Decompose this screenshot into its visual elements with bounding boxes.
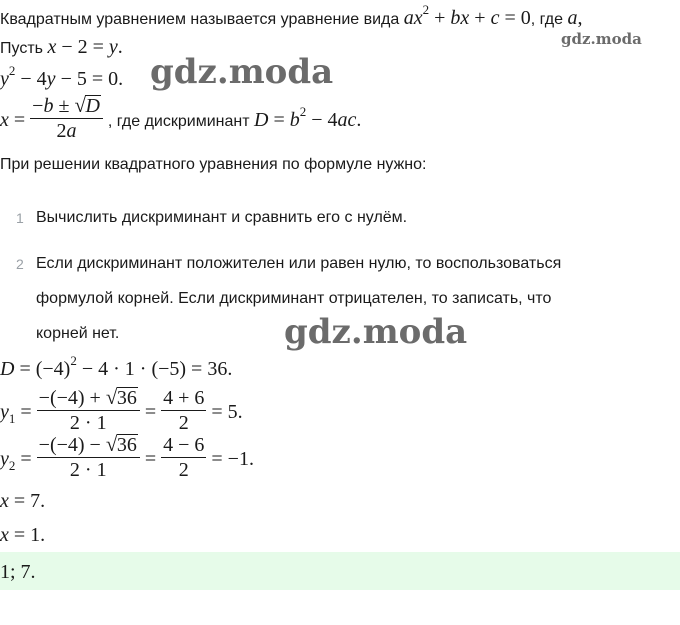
x-value-2: x = 1. (0, 524, 46, 546)
step-1-number: 1 (16, 210, 24, 226)
quadratic-formula-line (0, 93, 362, 145)
intro-line (0, 2, 583, 30)
watermark-small: gdz.moda (561, 30, 642, 48)
intro-tail: , где (530, 11, 563, 28)
intro-a: a, (567, 7, 583, 29)
discriminant-calc: $D = (-4)^2 - 4 \cdot 1 \cdot (-5) = 36$. (0, 353, 233, 380)
root-y1: $y_1$ = −(−4) + √ 36 2 · 1 = $\frac{4 + 6}{2}$ = 5. (0, 385, 243, 434)
watermark-large-middle: gdz.moda (284, 312, 468, 352)
formula-intro: При решении квадратного уравнения по формуле нужно: (0, 156, 427, 173)
discriminant-formula: $D = b^2 - 4ac$. (253, 104, 362, 132)
root-y2: $y_2$ = −(−4) − √ 36 2 · 1 = $\frac{4 - 6}{2}$ = −1. (0, 432, 254, 481)
intro-formula: $ax^2$ + bx + c = 0 (403, 2, 531, 29)
watermark-large-top: gdz.moda (150, 52, 334, 92)
discriminant-text: , где дискриминант (107, 113, 250, 131)
step-2-line-3: корней нет. (36, 325, 120, 342)
substitution-formula: x − 2 = y. (47, 36, 123, 58)
answer-box (0, 552, 680, 590)
step-2-line-2: формулой корней. Если дискриминант отрицателен, то записать, что (36, 290, 552, 307)
step-1-text: Вычислить дискриминант и сравнить его с нулём. (36, 209, 408, 226)
step-2-number: 2 (16, 256, 24, 272)
intro-text: Квадратным уравнением называется уравнение вида (0, 11, 400, 28)
quadratic-formula: x = −b ± √ D 2a (0, 109, 108, 131)
step-2-line-1: Если дискриминант положителен или равен нулю, то воспользоваться (36, 255, 562, 272)
answer-text: 1; 7. (0, 561, 36, 583)
equation-y: $y^2 - 4y - 5 = 0$. (0, 63, 124, 90)
substitution-line (0, 36, 123, 59)
let-text: Пусть (0, 40, 43, 57)
x-value-1: x = 7. (0, 490, 46, 512)
